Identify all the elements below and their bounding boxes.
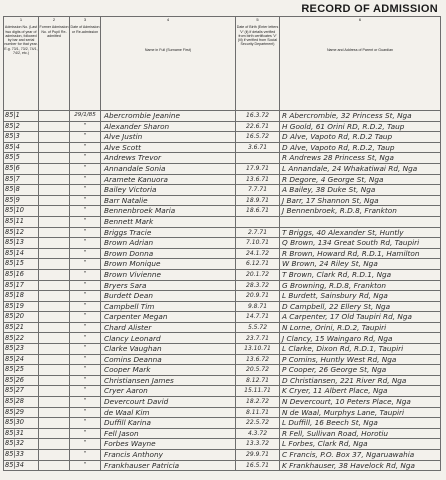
former-admission-number xyxy=(39,365,70,376)
table-row xyxy=(4,333,441,344)
pupil-name: Chard Alister xyxy=(101,322,236,333)
admission-date: " xyxy=(70,174,101,185)
table-row xyxy=(4,121,441,132)
table-row xyxy=(4,301,441,312)
table-row xyxy=(4,132,441,143)
former-admission-number xyxy=(39,238,70,249)
parent-name-address: D Alve, Vapoto Rd, R.D.2 Taup xyxy=(280,132,441,143)
former-admission-number xyxy=(39,291,70,302)
admission-number: 85|28 xyxy=(4,397,39,408)
former-admission-number xyxy=(39,418,70,429)
pupil-name: Forbes Wayne xyxy=(101,439,236,450)
pupil-name: Comins Deanna xyxy=(101,354,236,365)
date-of-birth: 13.6.71 xyxy=(236,174,280,185)
admission-date: " xyxy=(70,206,101,217)
former-admission-number xyxy=(39,407,70,418)
parent-name-address: D Alve, Vapoto Rd, R.D.2, Taup xyxy=(280,142,441,153)
table-row xyxy=(4,428,441,439)
parent-name-address: N Devercourt, 10 Peters Place, Nga xyxy=(280,397,441,408)
parent-name-address xyxy=(280,216,441,227)
table-row xyxy=(4,439,441,450)
admission-number: 85|16 xyxy=(4,269,39,280)
column-number: 3 xyxy=(83,17,87,22)
admission-date: " xyxy=(70,365,101,376)
column-label: Name and Address of Parent or Guardian xyxy=(326,48,394,53)
admission-date: 29/1/85 xyxy=(70,111,101,122)
admission-number: 85|30 xyxy=(4,418,39,429)
date-of-birth xyxy=(236,153,280,164)
pupil-name: Alexander Sharon xyxy=(101,121,236,132)
admission-number: 85|25 xyxy=(4,365,39,376)
date-of-birth: 14.7.71 xyxy=(236,312,280,323)
admission-date: " xyxy=(70,248,101,259)
pupil-name: Frankhauser Patricia xyxy=(101,460,236,471)
admission-number: 85|1 xyxy=(4,111,39,122)
parent-name-address: C Francis, P.O. Box 37, Ngaruawahia xyxy=(280,450,441,461)
admission-register-table xyxy=(3,16,441,471)
parent-name-address: R Fell, Sullivan Road, Horotiu xyxy=(280,428,441,439)
admission-number: 85|6 xyxy=(4,163,39,174)
parent-name-address: N Lorne, Orini, R.D.2, Taupiri xyxy=(280,322,441,333)
date-of-birth: 16.5.71 xyxy=(236,460,280,471)
former-admission-number xyxy=(39,153,70,164)
admission-date: " xyxy=(70,195,101,206)
column-label: Date of Admission or Re-admission xyxy=(70,25,100,34)
parent-name-address: L Burdett, Sainsbury Rd, Nga xyxy=(280,291,441,302)
pupil-name: Barr Natalie xyxy=(101,195,236,206)
admission-number: 85|5 xyxy=(4,153,39,164)
pupil-name: Brown Donna xyxy=(101,248,236,259)
admission-date: " xyxy=(70,153,101,164)
former-admission-number xyxy=(39,195,70,206)
pupil-name: Briggs Tracie xyxy=(101,227,236,238)
parent-name-address: L Annandale, 24 Whakatiwai Rd, Nga xyxy=(280,163,441,174)
pupil-name: Bennenbroek Maria xyxy=(101,206,236,217)
admission-number: 85|12 xyxy=(4,227,39,238)
admission-date: " xyxy=(70,460,101,471)
header-row xyxy=(4,17,441,111)
date-of-birth: 4.3.72 xyxy=(236,428,280,439)
date-of-birth: 3.6.71 xyxy=(236,142,280,153)
table-row xyxy=(4,460,441,471)
table-row xyxy=(4,354,441,365)
pupil-name: Abercrombie Jeanine xyxy=(101,111,236,122)
column-number: 5 xyxy=(256,17,259,22)
page-title: RECORD OF ADMISSION xyxy=(301,3,438,15)
admission-date: " xyxy=(70,333,101,344)
admission-number: 85|27 xyxy=(4,386,39,397)
parent-name-address: Q Brown, 134 Great South Rd, Taupiri xyxy=(280,238,441,249)
column-header xyxy=(70,17,101,111)
former-admission-number xyxy=(39,142,70,153)
former-admission-number xyxy=(39,259,70,270)
pupil-name: Bryers Sara xyxy=(101,280,236,291)
parent-name-address: D Christiansen, 221 River Rd, Nga xyxy=(280,375,441,386)
admission-number: 85|9 xyxy=(4,195,39,206)
admission-date: " xyxy=(70,450,101,461)
parent-name-address: H Goold, 61 Orini RD, R.D.2, Taup xyxy=(280,121,441,132)
pupil-name: Aramete Kanuora xyxy=(101,174,236,185)
date-of-birth: 13.6.72 xyxy=(236,354,280,365)
admission-date: " xyxy=(70,121,101,132)
table-row xyxy=(4,312,441,323)
admission-number: 85|8 xyxy=(4,185,39,196)
former-admission-number xyxy=(39,111,70,122)
parent-name-address: A Carpenter, 17 Old Taupiri Rd, Nga xyxy=(280,312,441,323)
former-admission-number xyxy=(39,439,70,450)
table-row xyxy=(4,142,441,153)
table-row xyxy=(4,280,441,291)
pupil-name: Cooper Mark xyxy=(101,365,236,376)
admission-number: 85|22 xyxy=(4,333,39,344)
parent-name-address: T Briggs, 40 Alexander St, Huntly xyxy=(280,227,441,238)
former-admission-number xyxy=(39,386,70,397)
parent-name-address: L Clarke, Dixon Rd, R.D.1, Taupiri xyxy=(280,344,441,355)
former-admission-number xyxy=(39,333,70,344)
admission-number: 85|29 xyxy=(4,407,39,418)
table-row xyxy=(4,185,441,196)
admission-number: 85|7 xyxy=(4,174,39,185)
table-row xyxy=(4,259,441,270)
admission-number: 85|20 xyxy=(4,312,39,323)
admission-date: " xyxy=(70,397,101,408)
admission-number: 85|14 xyxy=(4,248,39,259)
table-row xyxy=(4,365,441,376)
admission-number: 85|11 xyxy=(4,216,39,227)
table-row xyxy=(4,407,441,418)
admission-date: " xyxy=(70,407,101,418)
table-row xyxy=(4,195,441,206)
admission-date: " xyxy=(70,375,101,386)
table-row xyxy=(4,248,441,259)
admission-date: " xyxy=(70,163,101,174)
former-admission-number xyxy=(39,185,70,196)
admission-date: " xyxy=(70,428,101,439)
admission-date: " xyxy=(70,227,101,238)
table-row xyxy=(4,238,441,249)
column-header xyxy=(236,17,280,111)
date-of-birth: 18.9.71 xyxy=(236,195,280,206)
parent-name-address: K Frankhauser, 38 Havelock Rd, Nga xyxy=(280,460,441,471)
admission-date: " xyxy=(70,344,101,355)
date-of-birth: 8.11.71 xyxy=(236,407,280,418)
date-of-birth: 24.1.72 xyxy=(236,248,280,259)
column-number: 2 xyxy=(52,17,56,22)
pupil-name: Francis Anthony xyxy=(101,450,236,461)
pupil-name: Cryer Aaron xyxy=(101,386,236,397)
admission-date: " xyxy=(70,142,101,153)
former-admission-number xyxy=(39,322,70,333)
date-of-birth: 28.3.72 xyxy=(236,280,280,291)
admission-number: 85|18 xyxy=(4,291,39,302)
pupil-name: Brown Monique xyxy=(101,259,236,270)
table-row xyxy=(4,163,441,174)
pupil-name: Fell Jason xyxy=(101,428,236,439)
admission-number: 85|24 xyxy=(4,354,39,365)
column-label: Admission No. (Last two digits of year of admission, followed by bar and serial number for that year. E.g. 73/1, 73/2, 74/1, 74/2, etc.) xyxy=(4,25,38,56)
former-admission-number xyxy=(39,163,70,174)
former-admission-number xyxy=(39,397,70,408)
admission-date: " xyxy=(70,386,101,397)
column-header xyxy=(280,17,441,111)
table-row xyxy=(4,450,441,461)
parent-name-address: L Duffill, 16 Beech St, Nga xyxy=(280,418,441,429)
table-row xyxy=(4,375,441,386)
column-number: 4 xyxy=(166,17,170,22)
parent-name-address: T Brown, Clark Rd, R.D.1, Nga xyxy=(280,269,441,280)
pupil-name: Carpenter Megan xyxy=(101,312,236,323)
date-of-birth: 20.1.72 xyxy=(236,269,280,280)
admission-date: " xyxy=(70,280,101,291)
register-rows xyxy=(4,111,441,471)
date-of-birth: 13.3.72 xyxy=(236,439,280,450)
former-admission-number xyxy=(39,216,70,227)
date-of-birth: 18.6.71 xyxy=(236,206,280,217)
former-admission-number xyxy=(39,227,70,238)
date-of-birth: 6.12.71 xyxy=(236,259,280,270)
parent-name-address: P Comins, Huntly West Rd, Nga xyxy=(280,354,441,365)
column-label: Name in Full (Surname First) xyxy=(144,48,192,53)
column-header xyxy=(101,17,236,111)
admission-number: 85|3 xyxy=(4,132,39,143)
admission-date: " xyxy=(70,291,101,302)
pupil-name: Annandale Sonia xyxy=(101,163,236,174)
column-header xyxy=(39,17,70,111)
admission-number: 85|31 xyxy=(4,428,39,439)
admission-number: 85|33 xyxy=(4,450,39,461)
date-of-birth: 29.9.71 xyxy=(236,450,280,461)
date-of-birth: 8.12.71 xyxy=(236,375,280,386)
admission-number: 85|32 xyxy=(4,439,39,450)
table-row xyxy=(4,344,441,355)
former-admission-number xyxy=(39,248,70,259)
date-of-birth: 18.2.72 xyxy=(236,397,280,408)
former-admission-number xyxy=(39,375,70,386)
column-header xyxy=(4,17,39,111)
former-admission-number xyxy=(39,206,70,217)
table-row xyxy=(4,206,441,217)
parent-name-address: R Abercrombie, 32 Princess St, Nga xyxy=(280,111,441,122)
former-admission-number xyxy=(39,344,70,355)
date-of-birth: 17.9.71 xyxy=(236,163,280,174)
parent-name-address: W Brown, 24 Riley St, Nga xyxy=(280,259,441,270)
admission-number: 85|17 xyxy=(4,280,39,291)
admission-number: 85|13 xyxy=(4,238,39,249)
admission-date: " xyxy=(70,259,101,270)
former-admission-number xyxy=(39,460,70,471)
date-of-birth xyxy=(236,216,280,227)
date-of-birth: 16.3.72 xyxy=(236,111,280,122)
former-admission-number xyxy=(39,132,70,143)
pupil-name: Alve Scott xyxy=(101,142,236,153)
date-of-birth: 22.5.72 xyxy=(236,418,280,429)
former-admission-number xyxy=(39,280,70,291)
admission-date: " xyxy=(70,238,101,249)
date-of-birth: 16.5.72 xyxy=(236,132,280,143)
parent-name-address: J Barr, 17 Shannon St, Nga xyxy=(280,195,441,206)
column-number: 1 xyxy=(19,17,23,22)
table-row xyxy=(4,216,441,227)
pupil-name: Christiansen James xyxy=(101,375,236,386)
former-admission-number xyxy=(39,354,70,365)
table-row xyxy=(4,386,441,397)
pupil-name: Alve Justin xyxy=(101,132,236,143)
admission-number: 85|10 xyxy=(4,206,39,217)
former-admission-number xyxy=(39,312,70,323)
parent-name-address: G Browning, R.D.8, Frankton xyxy=(280,280,441,291)
former-admission-number xyxy=(39,450,70,461)
parent-name-address: L Forbes, Clark Rd, Nga xyxy=(280,439,441,450)
table-row xyxy=(4,269,441,280)
table-row xyxy=(4,291,441,302)
parent-name-address: J Bennenbroek, R.D.8, Frankton xyxy=(280,206,441,217)
date-of-birth: 7.7.71 xyxy=(236,185,280,196)
admission-date: " xyxy=(70,269,101,280)
former-admission-number xyxy=(39,174,70,185)
pupil-name: Brown Adrian xyxy=(101,238,236,249)
parent-name-address: D Campbell, 22 Ellery St, Nga xyxy=(280,301,441,312)
table-row xyxy=(4,418,441,429)
admission-date: " xyxy=(70,439,101,450)
date-of-birth: 13.10.71 xyxy=(236,344,280,355)
date-of-birth: 20.5.72 xyxy=(236,365,280,376)
column-label: Former Admission No. of Pupil Re-admitted xyxy=(39,25,69,38)
column-label: Date of Birth (Enter letters 'V' (ii) if details verified from birth certificates 'V' (iii) if verified from Social Security Department) xyxy=(236,25,279,47)
date-of-birth: 20.9.71 xyxy=(236,291,280,302)
pupil-name: Devercourt David xyxy=(101,397,236,408)
table-row xyxy=(4,111,441,122)
admission-date: " xyxy=(70,185,101,196)
date-of-birth: 9.8.71 xyxy=(236,301,280,312)
admission-number: 85|15 xyxy=(4,259,39,270)
admission-number: 85|19 xyxy=(4,301,39,312)
date-of-birth: 22.6.71 xyxy=(236,121,280,132)
date-of-birth: 7.10.71 xyxy=(236,238,280,249)
table-row xyxy=(4,153,441,164)
parent-name-address: P Cooper, 26 George St, Nga xyxy=(280,365,441,376)
former-admission-number xyxy=(39,301,70,312)
former-admission-number xyxy=(39,269,70,280)
parent-name-address: R Brown, Howard Rd, R.D.1, Hamilton xyxy=(280,248,441,259)
admission-date: " xyxy=(70,216,101,227)
pupil-name: Burdett Dean xyxy=(101,291,236,302)
parent-name-address: R Andrews 28 Princess St, Nga xyxy=(280,153,441,164)
admission-date: " xyxy=(70,132,101,143)
pupil-name: de Waal Kim xyxy=(101,407,236,418)
admission-number: 85|34 xyxy=(4,460,39,471)
admission-number: 85|4 xyxy=(4,142,39,153)
admission-date: " xyxy=(70,312,101,323)
date-of-birth: 2.7.71 xyxy=(236,227,280,238)
table-row xyxy=(4,174,441,185)
former-admission-number xyxy=(39,121,70,132)
pupil-name: Duffill Karina xyxy=(101,418,236,429)
admission-date: " xyxy=(70,322,101,333)
table-row xyxy=(4,227,441,238)
admission-number: 85|26 xyxy=(4,375,39,386)
pupil-name: Bennett Mark xyxy=(101,216,236,227)
admission-date: " xyxy=(70,354,101,365)
column-number: 6 xyxy=(358,17,362,22)
pupil-name: Clancy Leonard xyxy=(101,333,236,344)
pupil-name: Brown Vivienne xyxy=(101,269,236,280)
pupil-name: Clarke Vaughan xyxy=(101,344,236,355)
parent-name-address: R Degore, 4 George St, Nga xyxy=(280,174,441,185)
table-row xyxy=(4,322,441,333)
table-row xyxy=(4,397,441,408)
admission-number: 85|21 xyxy=(4,322,39,333)
parent-name-address: J Clancy, 15 Waingaro Rd, Nga xyxy=(280,333,441,344)
date-of-birth: 23.7.71 xyxy=(236,333,280,344)
pupil-name: Bailey Victoria xyxy=(101,185,236,196)
former-admission-number xyxy=(39,428,70,439)
admission-number: 85|2 xyxy=(4,121,39,132)
pupil-name: Andrews Trevor xyxy=(101,153,236,164)
parent-name-address: K Cryer, 11 Albert Place, Nga xyxy=(280,386,441,397)
date-of-birth: 5.5.72 xyxy=(236,322,280,333)
date-of-birth: 15.11.71 xyxy=(236,386,280,397)
admission-date: " xyxy=(70,418,101,429)
parent-name-address: A Bailey, 38 Duke St, Nga xyxy=(280,185,441,196)
admission-number: 85|23 xyxy=(4,344,39,355)
parent-name-address: N de Waal, Murphys Lane, Taupiri xyxy=(280,407,441,418)
admission-date: " xyxy=(70,301,101,312)
pupil-name: Campbell Tim xyxy=(101,301,236,312)
